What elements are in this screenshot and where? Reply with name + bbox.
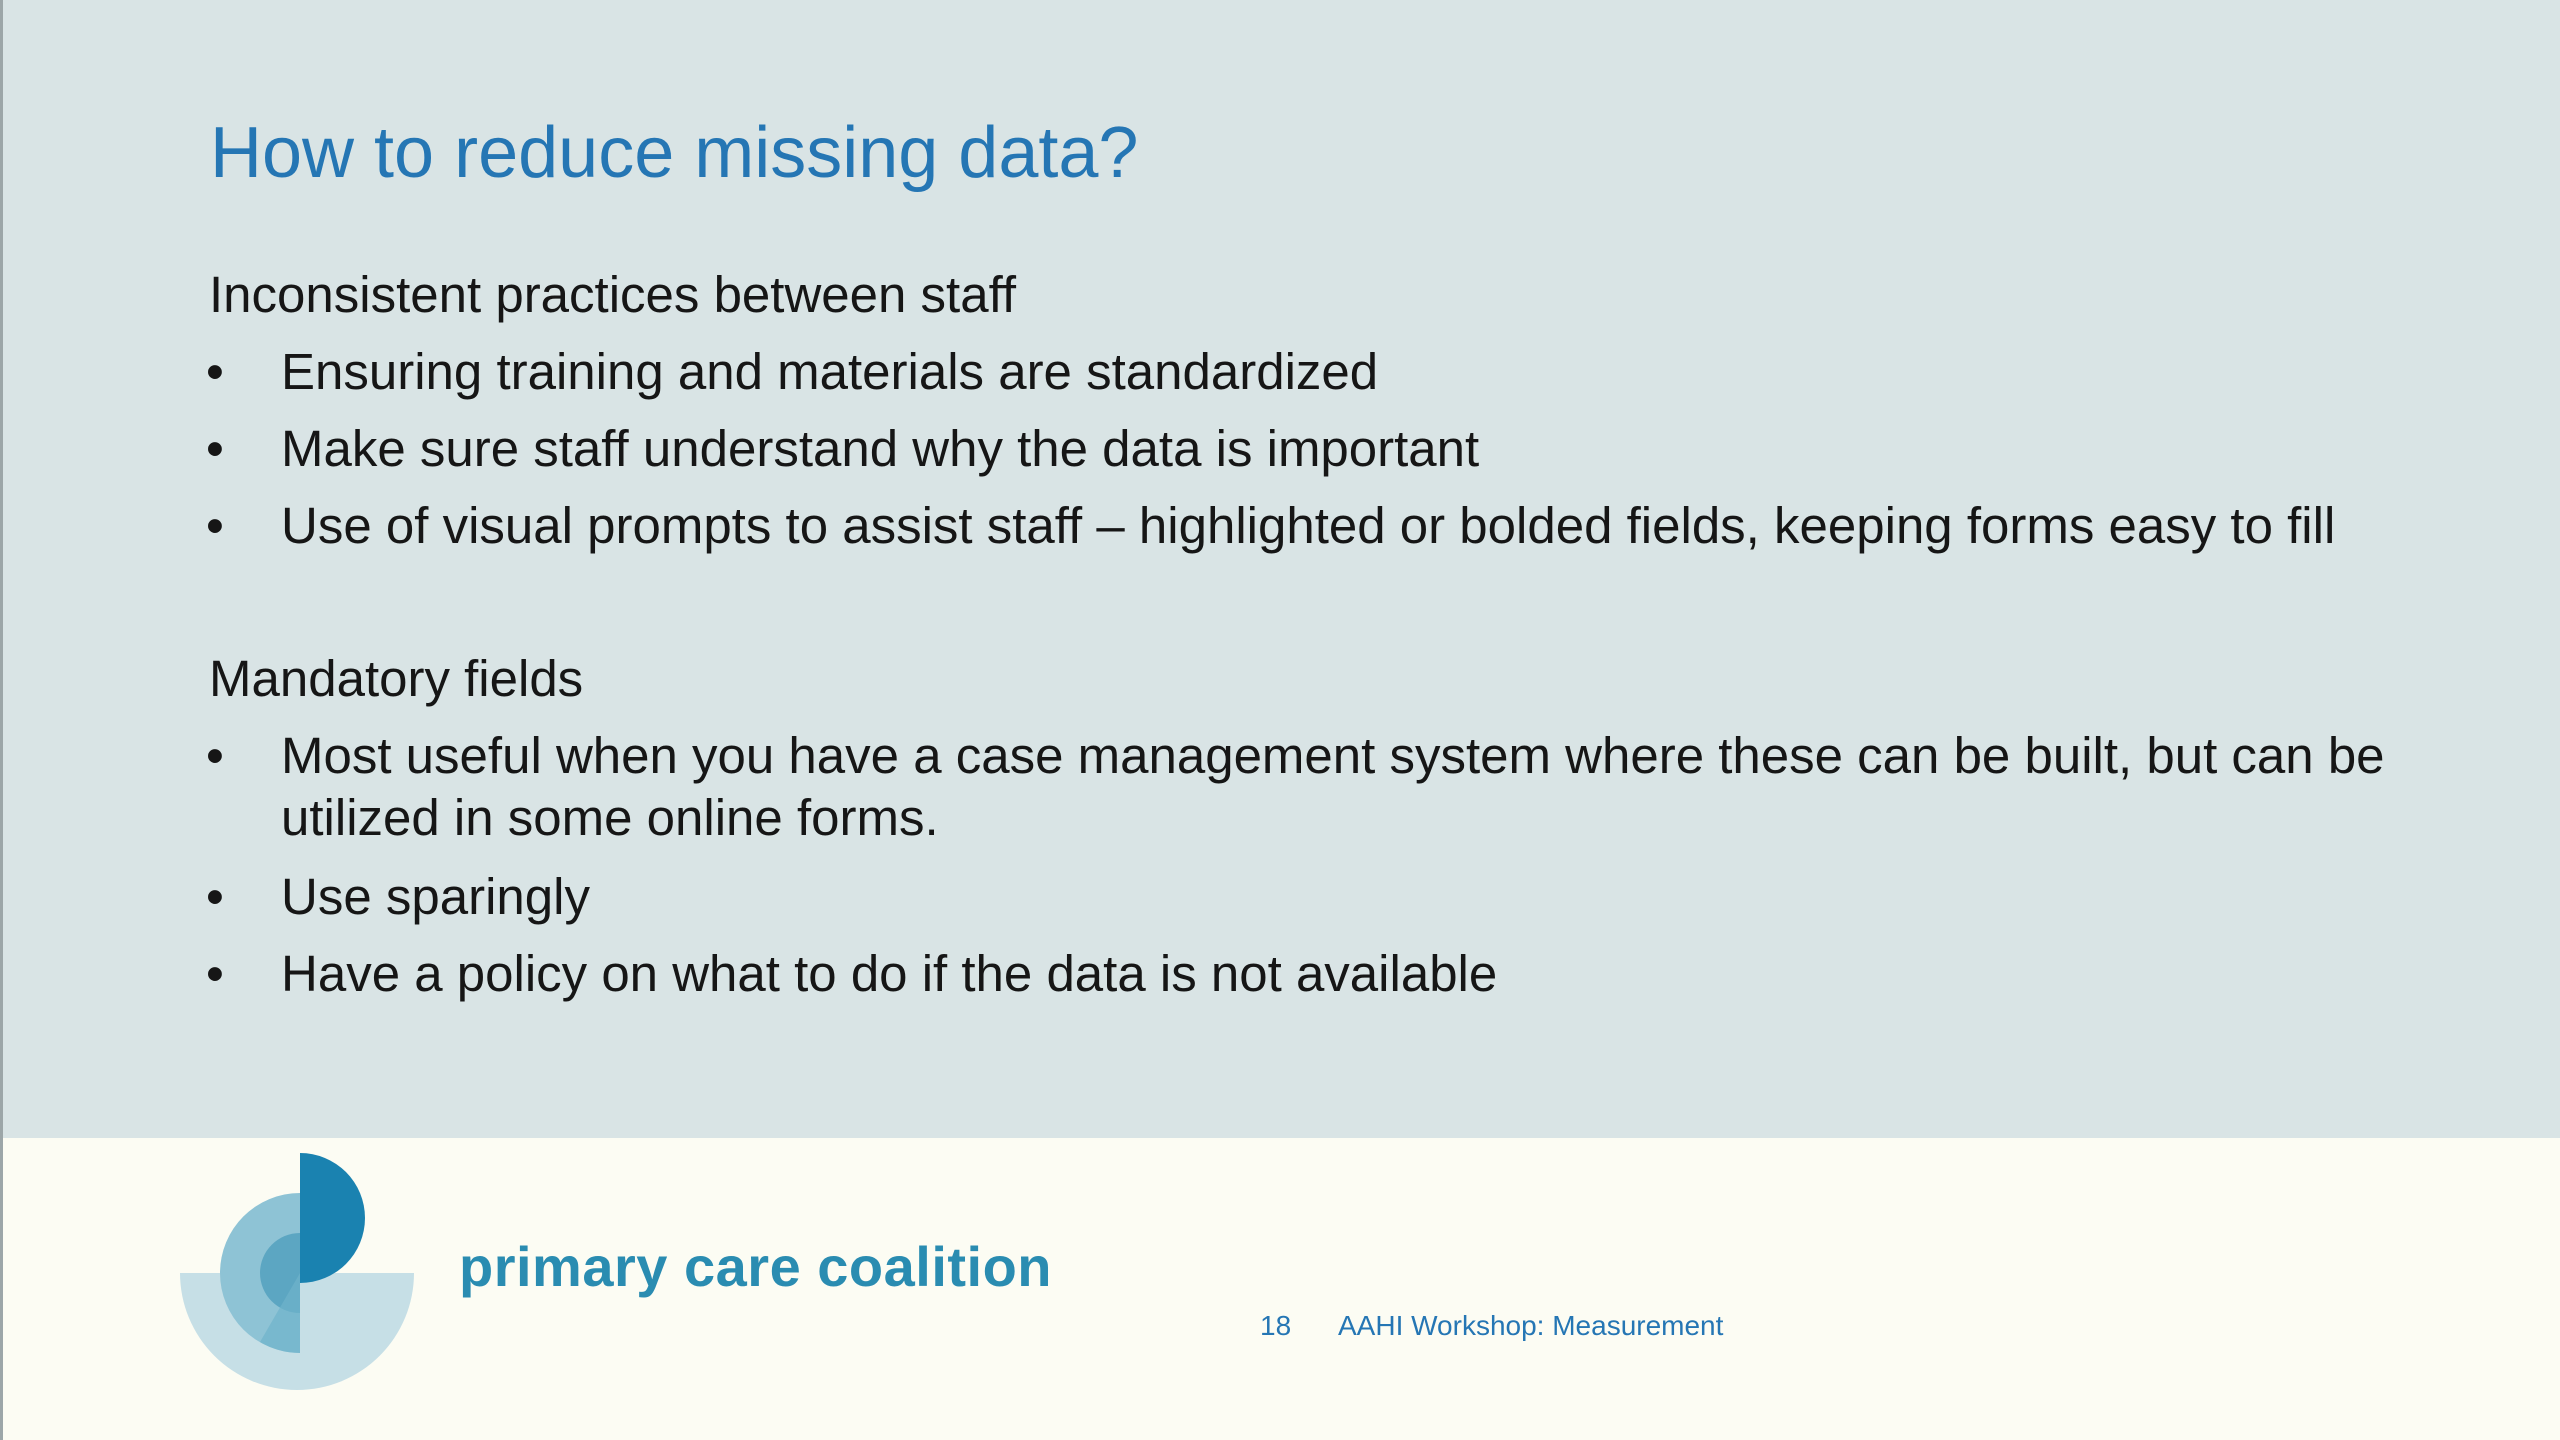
bullet-item-staff-understand: Make sure staff understand why the data is important bbox=[281, 420, 1480, 477]
bullet-item-case-management: Most useful when you have a case management system where these can be built, but can be utilized in some online forms. bbox=[281, 727, 2385, 847]
logo-wordmark: primary care coalition bbox=[459, 1235, 1053, 1298]
bullet-item-visual-prompts: Use of visual prompts to assist staff – highlighted or bolded fields, keeping forms easy to fill bbox=[281, 497, 2336, 554]
bullet-item-policy: Have a policy on what to do if the data is not available bbox=[281, 945, 1498, 1002]
section-heading-mandatory-fields: Mandatory fields bbox=[209, 650, 584, 707]
bullet-item-training: Ensuring training and materials are standardized bbox=[281, 343, 1379, 400]
bullet-marker: • bbox=[206, 727, 224, 784]
primary-care-coalition-logo-icon bbox=[180, 1148, 420, 1393]
bullet-marker: • bbox=[206, 497, 224, 554]
bullet-item-use-sparingly: Use sparingly bbox=[281, 868, 590, 925]
bullet-marker: • bbox=[206, 945, 224, 1002]
window-left-edge bbox=[0, 0, 3, 1440]
bullet-marker: • bbox=[206, 868, 224, 925]
slide-title: How to reduce missing data? bbox=[210, 113, 1139, 193]
slide-page-number: 18 bbox=[1260, 1310, 1292, 1341]
presentation-footer-title: AAHI Workshop: Measurement bbox=[1338, 1310, 1724, 1341]
bullet-marker: • bbox=[206, 343, 224, 400]
bullet-marker: • bbox=[206, 420, 224, 477]
section-heading-inconsistent-practices: Inconsistent practices between staff bbox=[209, 266, 1017, 323]
